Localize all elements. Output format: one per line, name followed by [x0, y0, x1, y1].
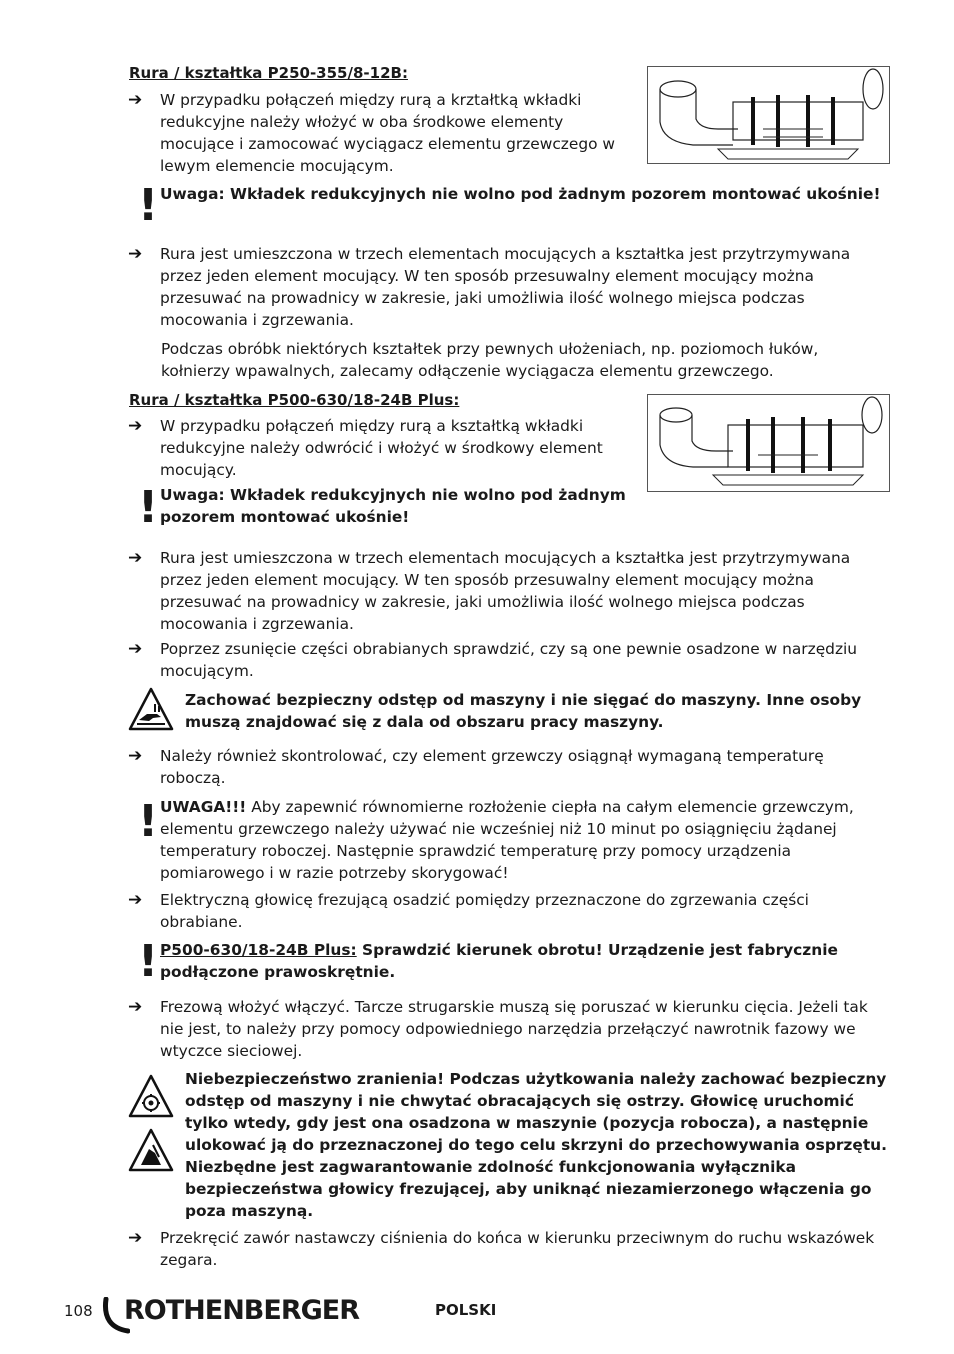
exclamation-icon: ! [138, 936, 159, 987]
arrow-right-icon: ➔ [128, 997, 143, 1017]
bullet-text: Frezową włożyć włączyć. Tarcze strugarskie muszą się poruszać w kierunku cięcia. Jeżeli tak nie jest, to należy przy pomocy odpowiedniego narzędzia przełączyć nawrotnik fazowy we wtyczce sieciowej. [160, 998, 868, 1060]
arrow-right-icon: ➔ [128, 244, 143, 264]
bullet-text: W przypadku połączeń między rurą a kształtką wkładki redukcyjne należy odwrócić i włożyć w środkowy element mocujący. [160, 417, 603, 479]
machine-illustration-2 [647, 394, 890, 492]
uwaga-text: Aby zapewnić równomierne rozłożenie ciepła na całym elemencie grzewczym, elementu grzewczego należy używać nie wcześniej niż 10 minut po osiągnięciu żądanej temperatury roboczej. Następnie sprawdzić temperaturę przy pomocy urządzenia pomiarowego i w razie potrzeby skorygować! [160, 798, 854, 882]
hand-crush-warning-icon [127, 686, 175, 732]
plus-text: Sprawdzić kierunek obrotu! Urządzenie jest fabrycznie podłączone prawoskrętnie. [160, 941, 838, 981]
arrow-right-icon: ➔ [128, 1228, 143, 1248]
bullet-text: Przekręcić zawór nastawczy ciśnienia do końca w kierunku przeciwnym do ruchu wskazówek zegara. [160, 1229, 875, 1269]
bullet-text: Elektryczną głowicę frezującą osadzić pomiędzy przeznaczone do zgrzewania części obrabiane. [160, 891, 809, 931]
arrow-right-icon: ➔ [128, 416, 143, 436]
bullet-text: W przypadku połączeń między rurą a krztałtką wkładki redukcyjne należy włożyć w oba środkowe elementy mocujące i zamocować wyciągacz elementu grzewczego w lewym elemencie mocującym. [160, 91, 616, 175]
exclamation-icon: ! [138, 180, 159, 231]
bullet-text: Rura jest umieszczona w trzech elementach mocujących a kształtka jest przytrzymywana przez jeden element mocujący. W ten sposób przesuwalny element mocujący można przesuwać na prowadnicy w zakresie, jaki umożliwia ilość wolnego miejsca podczas mocowania i zgrzewania. [160, 245, 851, 329]
cutting-hazard-warning-icon [127, 1127, 175, 1173]
bullet-text: Należy również skontrolować, czy element grzewczy osiągnął wymaganą temperaturę roboczą. [160, 747, 824, 787]
note-text: Podczas obróbk niektórych kształtek przy pewnych ułożeniach, np. poziomoch łuków, kołnierzy wpawalnych, zalecamy odłączenie wyciągacza elementu grzewczego. [161, 340, 819, 380]
section-heading-p250: Rura / kształtka P250-355/8-12B: [129, 64, 408, 82]
exclamation-icon: ! [138, 482, 159, 533]
brand-logo: ROTHENBERGER [124, 1295, 360, 1326]
uwaga-paragraph [160, 796, 870, 884]
arrow-right-icon: ➔ [128, 639, 143, 659]
warning-text: Uwaga: Wkładek redukcyjnych nie wolno pod żadnym pozorem montować ukośnie! [160, 486, 626, 526]
uwaga-label: UWAGA!!! [160, 798, 247, 816]
arrow-right-icon: ➔ [128, 548, 143, 568]
section-heading-p500: Rura / kształtka P500-630/18-24B Plus: [129, 391, 460, 409]
danger-text: Zachować bezpieczny odstęp od maszyny i nie sięgać do maszyny. Inne osoby muszą znajdować się z dala od obszaru pracy maszyny. [185, 691, 862, 731]
exclamation-icon: ! [138, 796, 159, 847]
bullet-text: Rura jest umieszczona w trzech elementach mocujących a kształtka jest przytrzymywana przez jeden element mocujący. W ten sposób przesuwalny element mocujący można przesuwać na prowadnicy w zakresie, jaki umożliwia ilość wolnego miejsca podczas mocowania i zgrzewania. [160, 549, 851, 633]
arrow-right-icon: ➔ [128, 90, 143, 110]
plus-label: P500-630/18-24B Plus: [160, 941, 357, 959]
plus-warning [160, 939, 860, 983]
rotating-parts-warning-icon [127, 1073, 175, 1119]
arrow-right-icon: ➔ [128, 890, 143, 910]
language-label: POLSKI [435, 1301, 497, 1319]
warning-text: Uwaga: Wkładek redukcyjnych nie wolno pod żadnym pozorem montować ukośnie! [160, 185, 881, 203]
arrow-right-icon: ➔ [128, 746, 143, 766]
bullet-text: Poprzez zsunięcie części obrabianych sprawdzić, czy są one pewnie osadzone w narzędziu mocującym. [160, 640, 858, 680]
danger-text: Niebezpieczeństwo zranienia! Podczas użytkowania należy zachować bezpieczny odstęp od maszyny i nie chwytać obracających się ostrzy. Głowicę uruchomić tylko wtedy, gdy jest ona osadzona w maszynie (pozycja robocza), a następnie ulokować ją do przeznaczonej do tego celu skrzyni do przechowywania osprzętu. Niezbędne jest zagwarantowanie zdolność funkcjonowania wyłącznika bezpieczeństwa głowicy frezującej, aby uniknąć niezamierzonego włączenia go poza maszyną. [185, 1070, 887, 1220]
machine-illustration-1 [647, 66, 890, 164]
page-number: 108 [64, 1302, 93, 1320]
